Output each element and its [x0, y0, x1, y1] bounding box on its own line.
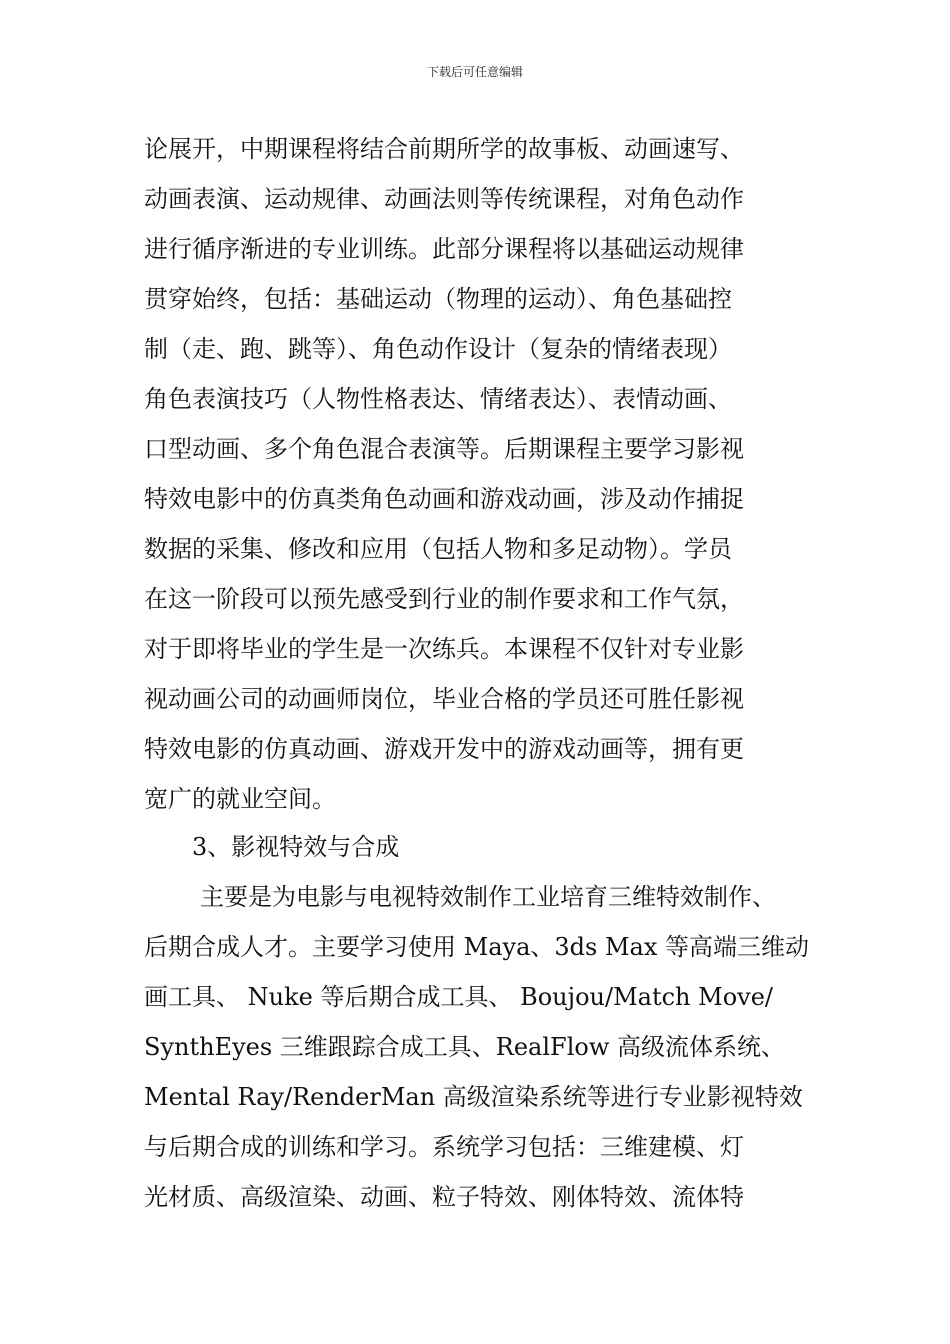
body-text-line: 主要是为电影与电视特效制作工业培育三维特效制作、 — [200, 883, 776, 911]
body-text-line: 角色表演技巧（人物性格表达、情绪表达）、表情动画、 — [144, 385, 732, 413]
body-text-line: 论展开，中期课程将结合前期所学的故事板、动画速写、 — [144, 135, 744, 163]
body-text-line: 对于即将毕业的学生是一次练兵。本课程不仅针对专业影 — [144, 635, 744, 663]
body-text-line: Mental Ray/RenderMan 高级渲染系统等进行专业影视特效 — [144, 1083, 803, 1111]
page-header-note: 下载后可任意编辑 — [426, 65, 523, 79]
body-text-line: 贯穿始终，包括：基础运动（物理的运动）、角色基础控 — [144, 285, 732, 313]
body-text-line: 与后期合成的训练和学习。系统学习包括：三维建模、灯 — [144, 1133, 744, 1161]
body-text-line: 在这一阶段可以预先感受到行业的制作要求和工作气氛， — [144, 585, 744, 613]
body-text-line: 口型动画、多个角色混合表演等。后期课程主要学习影视 — [144, 435, 744, 463]
body-text-line: 数据的采集、修改和应用（包括人物和多足动物）。学员 — [144, 535, 732, 563]
body-text-line: 后期合成人才。主要学习使用 Maya、3ds Max 等高端三维动 — [144, 933, 810, 961]
body-text-line: 特效电影中的仿真类角色动画和游戏动画，涉及动作捕捉 — [144, 485, 744, 513]
body-text-line: 进行循序渐进的专业训练。此部分课程将以基础运动规律 — [144, 235, 744, 263]
body-text-line: 制（走、跑、跳等）、角色动作设计（复杂的情绪表现） — [144, 335, 732, 363]
body-text-line: 宽广的就业空间。 — [144, 785, 336, 813]
section-heading: 3、影视特效与合成 — [192, 833, 400, 861]
body-text-line: 视动画公司的动画师岗位，毕业合格的学员还可胜任影视 — [144, 685, 744, 713]
body-text-line: 动画表演、运动规律、动画法则等传统课程，对角色动作 — [144, 185, 744, 213]
body-text-line: 画工具、 Nuke 等后期合成工具、 Boujou/Match Move/ — [144, 983, 773, 1011]
body-text-line: 光材质、高级渲染、动画、粒子特效、刚体特效、流体特 — [144, 1183, 744, 1211]
body-text-line: 特效电影的仿真动画、游戏开发中的游戏动画等，拥有更 — [144, 735, 744, 763]
body-text-line: SynthEyes 三维跟踪合成工具、RealFlow 高级流体系统、 — [144, 1033, 785, 1061]
